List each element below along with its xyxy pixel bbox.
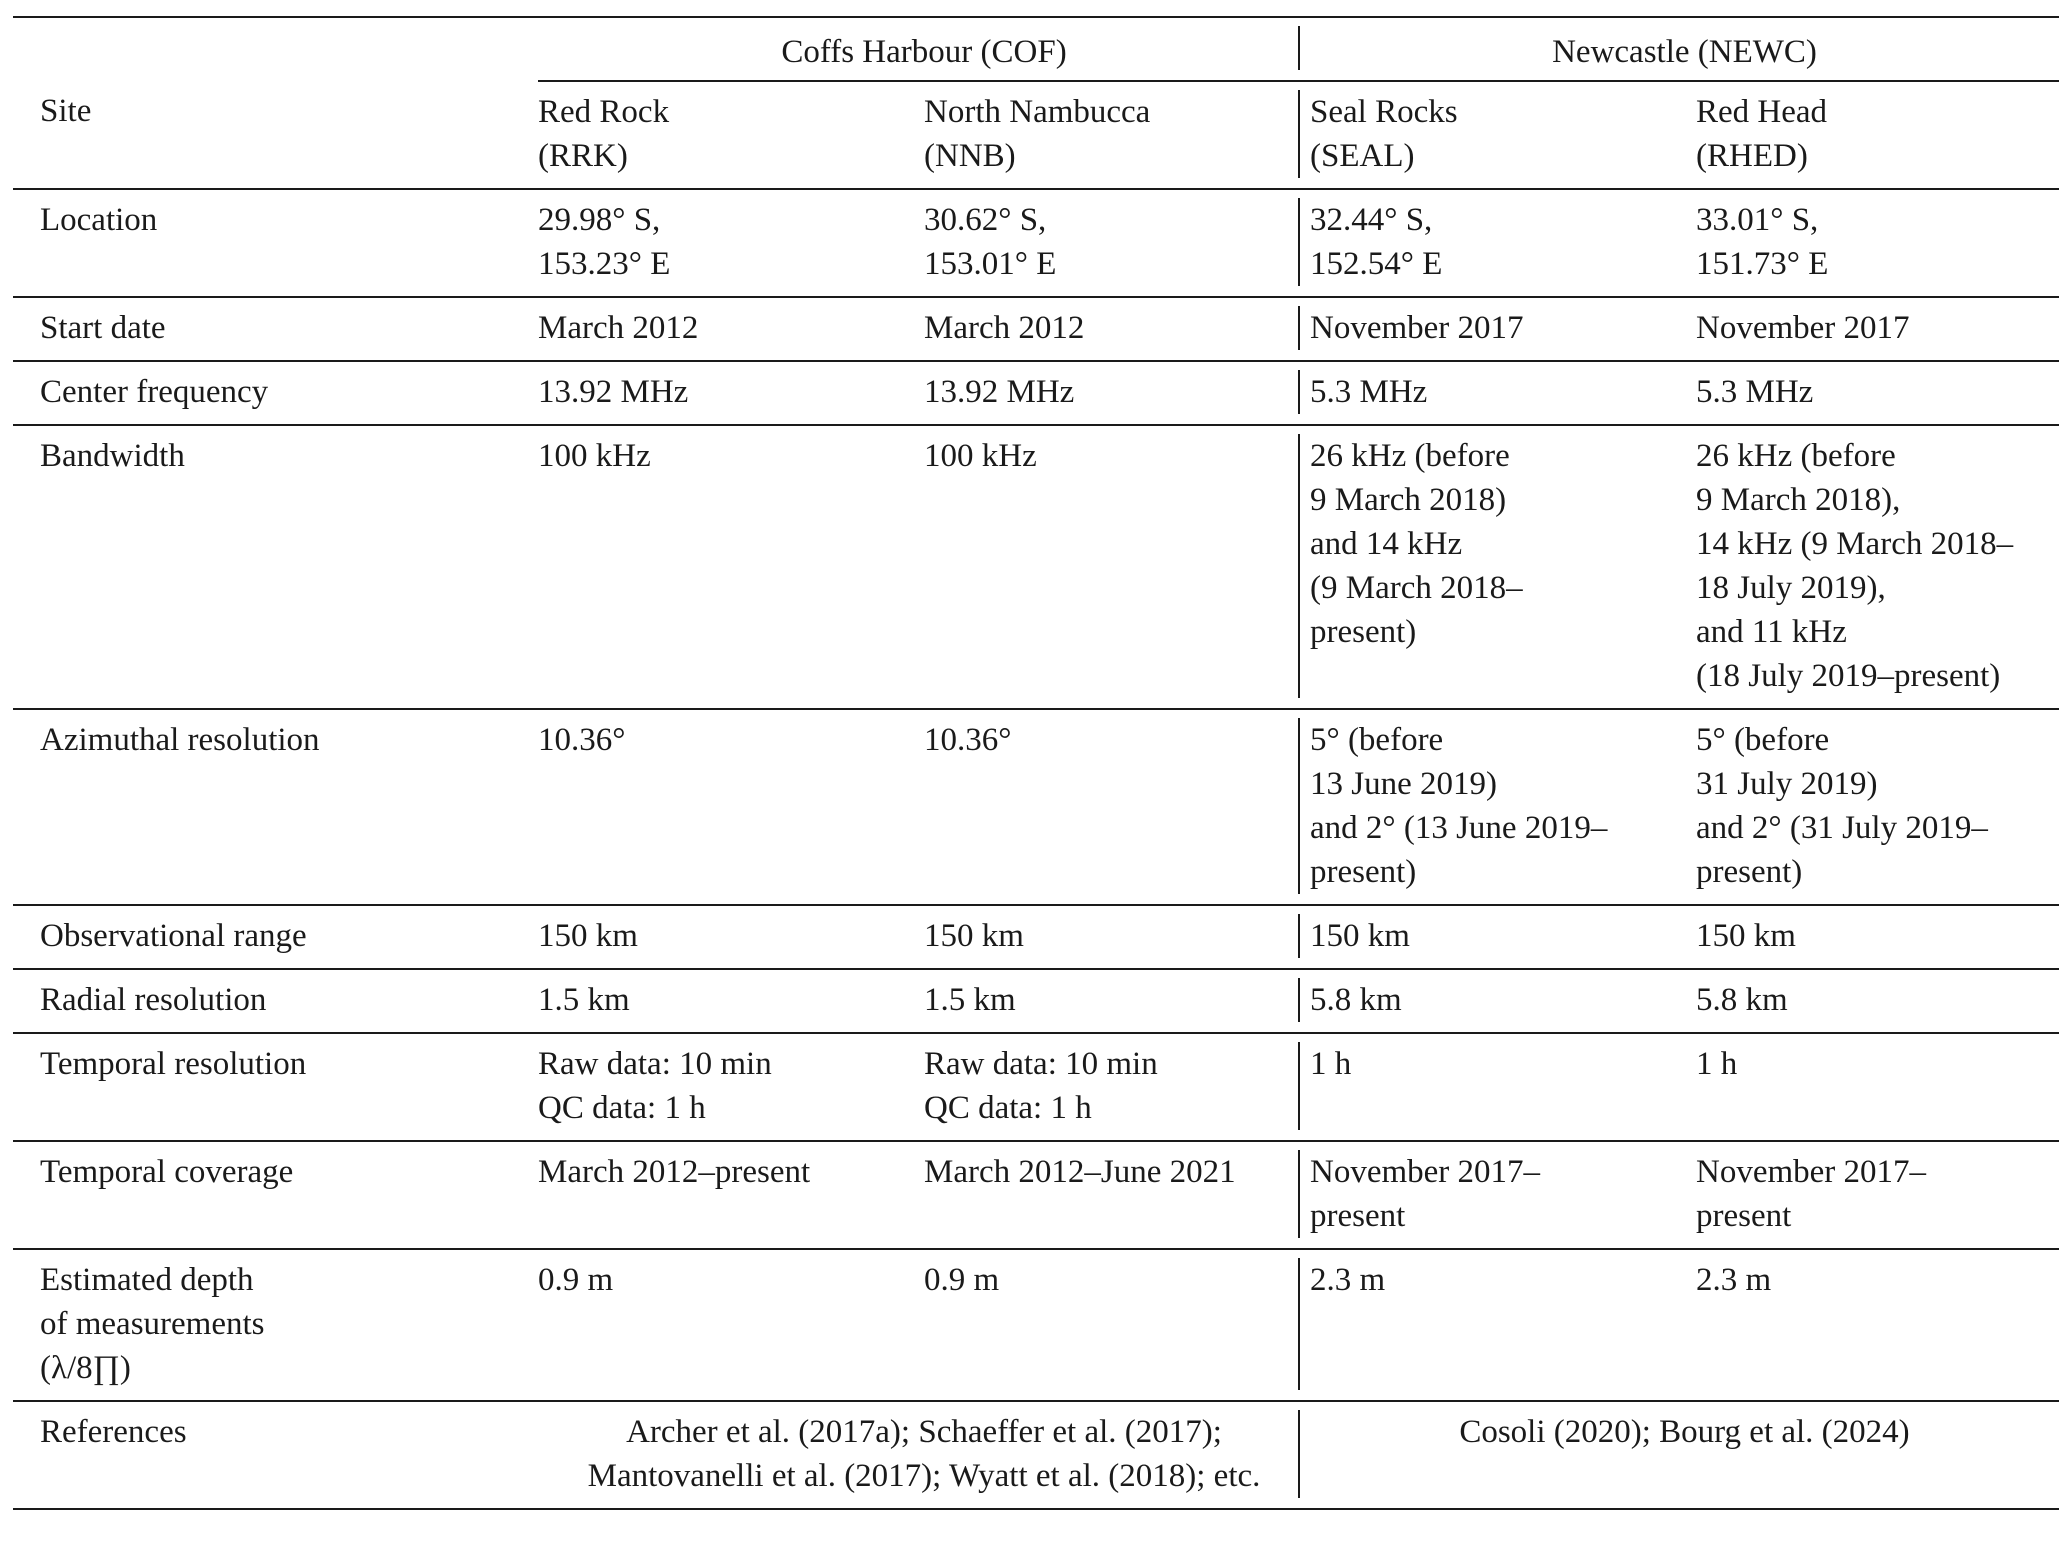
references-label [13, 1401, 538, 1509]
table-cell [1696, 189, 2059, 297]
table-cell [924, 1141, 1310, 1249]
cell-line: 152.54° E [1310, 246, 1443, 282]
table-cell [1696, 1141, 2059, 1249]
cell-line: 2.3 m [1310, 1262, 1386, 1298]
cell-line: 150 km [924, 918, 1024, 954]
cell-line: 150 km [1310, 918, 1410, 954]
group-header-cof: Coffs Harbour (COF) [538, 17, 1310, 81]
cell-line: present [1310, 1198, 1406, 1234]
cell-line: March 2012 [924, 310, 1085, 346]
table-row [13, 361, 2059, 425]
cell-line: 150 km [538, 918, 638, 954]
group-header-empty [13, 17, 538, 81]
cell-line: 2.3 m [1696, 1262, 1772, 1298]
table-cell [924, 189, 1310, 297]
cell-line: 5° (before [1696, 722, 1830, 758]
table-cell [538, 1033, 924, 1141]
cell-line: November 2017 [1696, 310, 1910, 346]
cell-line: QC data: 1 h [924, 1090, 1092, 1126]
table-row [13, 1033, 2059, 1141]
row-label [13, 361, 538, 425]
cell-line: Bandwidth [40, 438, 185, 474]
cell-line: November 2017– [1696, 1154, 1927, 1190]
cell-line: 1.5 km [924, 982, 1016, 1018]
cell-line: Red Rock [538, 94, 670, 130]
cell-line: Raw data: 10 min [924, 1046, 1158, 1082]
cell-line: present) [1310, 614, 1417, 650]
cell-line: March 2012–June 2021 [924, 1154, 1236, 1190]
cell-line: 10.36° [924, 722, 1012, 758]
cell-line: (9 March 2018– [1310, 570, 1523, 606]
group-header-newc: Newcastle (NEWC) [1310, 17, 2059, 81]
table-cell [1696, 1033, 2059, 1141]
cell-line: and 2° (31 July 2019– [1696, 810, 1988, 846]
cell-line: (RRK) [538, 138, 628, 174]
table-cell [538, 709, 924, 905]
table-cell [1696, 905, 2059, 969]
cell-line: Estimated depth [40, 1262, 254, 1298]
cell-line: 151.73° E [1696, 246, 1829, 282]
table-row [13, 905, 2059, 969]
table-cell [1696, 297, 2059, 361]
table-row [13, 189, 2059, 297]
cell-line: 18 July 2019), [1696, 570, 1886, 606]
cell-line: 13.92 MHz [924, 374, 1075, 410]
table-cell [924, 1033, 1310, 1141]
references-row [13, 1401, 2059, 1509]
cell-line: North Nambucca [924, 94, 1151, 130]
cell-line: 5° (before [1310, 722, 1444, 758]
cell-line: 33.01° S, [1696, 202, 1819, 238]
row-label [13, 189, 538, 297]
site-header-cell [1310, 81, 1696, 189]
cell-line: 5.8 km [1696, 982, 1788, 1018]
table-cell [538, 297, 924, 361]
row-label [13, 425, 538, 709]
references-cof [538, 1401, 1310, 1509]
cell-line: Raw data: 10 min [538, 1046, 772, 1082]
table-cell [1310, 1249, 1696, 1401]
cell-line: Red Head [1696, 94, 1828, 130]
cell-line: 153.01° E [924, 246, 1057, 282]
table-cell [1310, 969, 1696, 1033]
cell-line: Cosoli (2020); Bourg et al. (2024) [1459, 1414, 1910, 1450]
cell-line: 150 km [1696, 918, 1796, 954]
cell-line: 13 June 2019) [1310, 766, 1497, 802]
cell-line: and 2° (13 June 2019– [1310, 810, 1608, 846]
row-label [13, 1141, 538, 1249]
table-cell [538, 1141, 924, 1249]
group-header-row [13, 17, 2059, 81]
cell-line: of measurements [40, 1306, 265, 1342]
cell-line: 29.98° S, [538, 202, 661, 238]
cell-line: 14 kHz (9 March 2018– [1696, 526, 2014, 562]
hf-radar-site-table [13, 16, 2059, 1510]
table-body [13, 189, 2059, 1509]
table-cell [1696, 709, 2059, 905]
table-cell [538, 905, 924, 969]
table-cell [924, 425, 1310, 709]
table-cell [924, 1249, 1310, 1401]
cell-line: Archer et al. (2017a); Schaeffer et al. (2017); [626, 1414, 1222, 1450]
row-label [13, 1249, 538, 1401]
cell-line: Temporal resolution [40, 1046, 307, 1082]
cell-line: Radial resolution [40, 982, 267, 1018]
cell-line: Center frequency [40, 374, 269, 410]
site-header-cell [924, 81, 1310, 189]
site-header-cell [1696, 81, 2059, 189]
cell-line: (NNB) [924, 138, 1016, 174]
cell-line: 9 March 2018) [1310, 482, 1507, 518]
cell-line: Start date [40, 310, 166, 346]
table-cell [1310, 905, 1696, 969]
site-header-cell [538, 81, 924, 189]
cell-line: 9 March 2018), [1696, 482, 1901, 518]
site-header-row [13, 81, 2059, 189]
site-header-label: Site [40, 93, 92, 129]
table-cell [924, 297, 1310, 361]
cell-line: present [1696, 1198, 1792, 1234]
cell-line: 26 kHz (before [1310, 438, 1510, 474]
cell-line: 1.5 km [538, 982, 630, 1018]
table-cell [1310, 1141, 1696, 1249]
cell-line: and 11 kHz [1696, 614, 1847, 650]
cell-line: 26 kHz (before [1696, 438, 1896, 474]
cell-line: QC data: 1 h [538, 1090, 706, 1126]
table-row [13, 1141, 2059, 1249]
row-label [13, 969, 538, 1033]
row-label [13, 297, 538, 361]
cell-line: Seal Rocks [1310, 94, 1458, 130]
table-cell [538, 361, 924, 425]
cell-line: (SEAL) [1310, 138, 1415, 174]
table-cell [1310, 425, 1696, 709]
cell-line: 0.9 m [538, 1262, 614, 1298]
cell-line: 5.3 MHz [1696, 374, 1814, 410]
cell-line: 1 h [1310, 1046, 1352, 1082]
table-row [13, 425, 2059, 709]
table-cell [1696, 425, 2059, 709]
cell-line: 5.8 km [1310, 982, 1402, 1018]
table-cell [924, 969, 1310, 1033]
cell-line: Temporal coverage [40, 1154, 294, 1190]
cell-line: 30.62° S, [924, 202, 1047, 238]
cell-line: 13.92 MHz [538, 374, 689, 410]
table-cell [1696, 1249, 2059, 1401]
table-cell [1310, 1033, 1696, 1141]
cell-line: Observational range [40, 918, 307, 954]
table-row [13, 969, 2059, 1033]
table-cell [1696, 361, 2059, 425]
cell-line: 32.44° S, [1310, 202, 1433, 238]
cell-line: 100 kHz [538, 438, 651, 474]
cell-line: November 2017– [1310, 1154, 1541, 1190]
references-newc [1310, 1401, 2059, 1509]
cell-line: and 14 kHz [1310, 526, 1463, 562]
table-row [13, 297, 2059, 361]
cell-line: 100 kHz [924, 438, 1037, 474]
table-cell [924, 905, 1310, 969]
cell-line: 153.23° E [538, 246, 671, 282]
table-cell [1696, 969, 2059, 1033]
table-cell [1310, 189, 1696, 297]
row-label [13, 905, 538, 969]
table-cell [538, 969, 924, 1033]
cell-line: (λ/8∏) [40, 1350, 131, 1386]
cell-line: References [40, 1414, 187, 1450]
table-cell [1310, 297, 1696, 361]
table-cell [1310, 361, 1696, 425]
cell-line: 5.3 MHz [1310, 374, 1428, 410]
cell-line: 0.9 m [924, 1262, 1000, 1298]
table-cell [538, 1249, 924, 1401]
cell-line: Location [40, 202, 158, 238]
row-label [13, 1033, 538, 1141]
cell-line: Azimuthal resolution [40, 722, 320, 758]
cell-line: present) [1310, 854, 1417, 890]
cell-line: November 2017 [1310, 310, 1524, 346]
table-cell [538, 189, 924, 297]
cell-line: March 2012–present [538, 1154, 811, 1190]
row-label [13, 709, 538, 905]
cell-line: present) [1696, 854, 1803, 890]
cell-line: (18 July 2019–present) [1696, 658, 2001, 694]
cell-line: 10.36° [538, 722, 626, 758]
table-row [13, 709, 2059, 905]
cell-line: Mantovanelli et al. (2017); Wyatt et al. (2018); etc. [587, 1458, 1261, 1494]
cell-line: 1 h [1696, 1046, 1738, 1082]
table-row [13, 1249, 2059, 1401]
cell-line: 31 July 2019) [1696, 766, 1878, 802]
table-cell [924, 709, 1310, 905]
cell-line: March 2012 [538, 310, 699, 346]
table-cell [1310, 709, 1696, 905]
table-cell [924, 361, 1310, 425]
cell-line: (RHED) [1696, 138, 1808, 174]
table-cell [538, 425, 924, 709]
